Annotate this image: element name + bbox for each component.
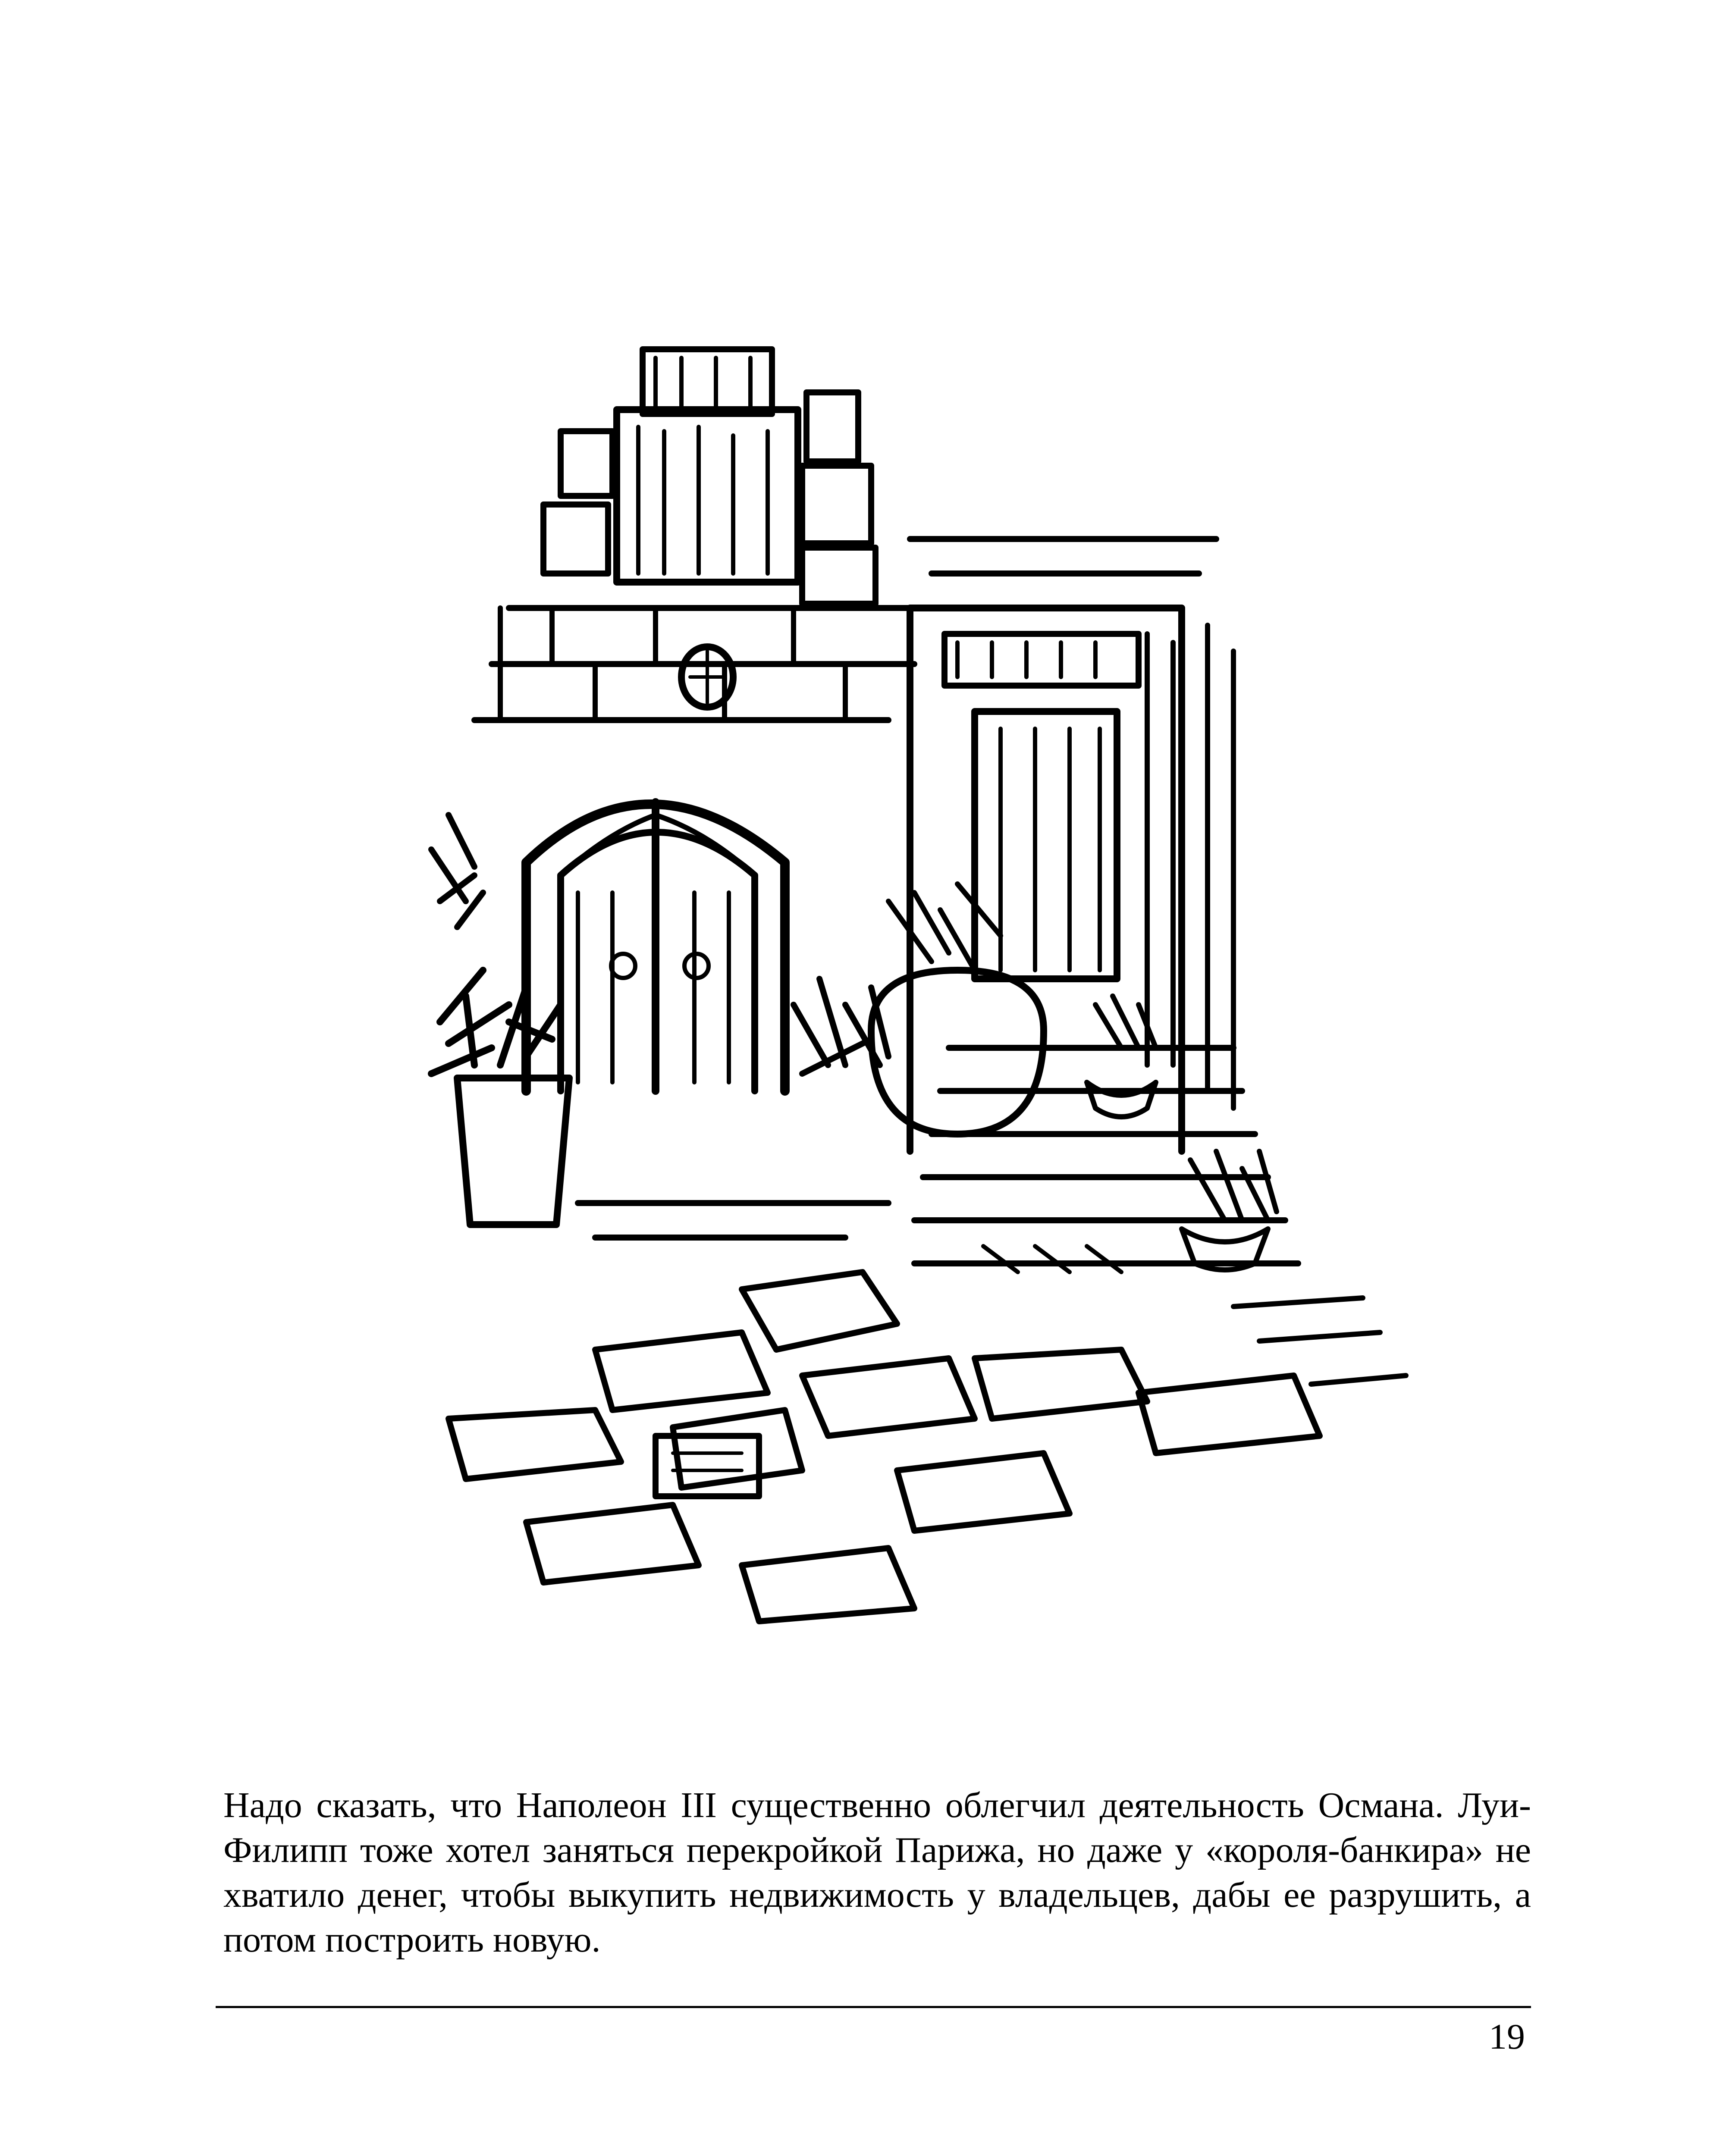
page-number: 19 <box>1489 2017 1525 2057</box>
body-paragraph: Надо сказать, что Наполеон III существенно облегчил деятельность Османа. Луи-Филипп тоже хотел заняться перекройкой Парижа, но даже у «короля-банкира» не хватило денег, чтобы выкупить недвижимость у владельцев, дабы ее разрушить, а потом построить новую. <box>223 1785 1531 1960</box>
courtyard-sketch-icon <box>414 332 1440 1626</box>
footer-rule <box>216 2006 1531 2008</box>
courtyard-illustration <box>414 332 1440 1626</box>
